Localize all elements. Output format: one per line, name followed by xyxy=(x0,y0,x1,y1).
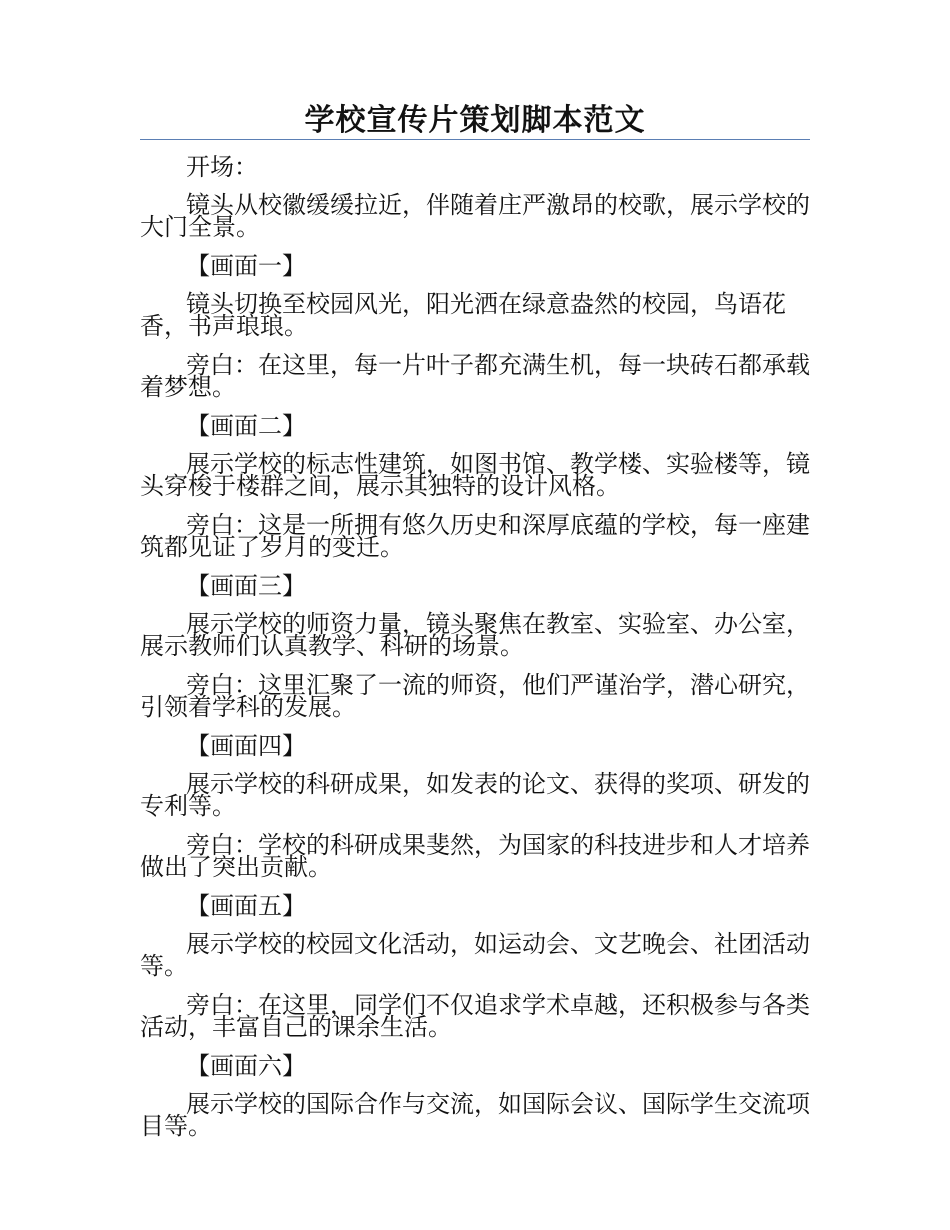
document-title: 学校宣传片策划脚本范文 xyxy=(304,103,646,138)
paragraph: 镜头从校徽缓缓拉近，伴随着庄严激昂的校歌，展示学校的大门全景。 xyxy=(140,191,810,241)
scene-heading: 【画面一】 xyxy=(186,252,306,280)
paragraph: 展示学校的科研成果，如发表的论文、获得的奖项、研发的专利等。 xyxy=(140,770,810,820)
scene-heading: 【画面四】 xyxy=(186,732,306,760)
scene-heading: 【画面三】 xyxy=(186,572,306,600)
paragraph-opening-heading: 开场： xyxy=(186,153,258,181)
document-body xyxy=(140,153,810,1154)
title-underline xyxy=(140,139,810,140)
narration-paragraph: 旁白：这是一所拥有悠久历史和深厚底蕴的学校，每一座建筑都见证了岁月的变迁。 xyxy=(140,511,810,561)
paragraph: 展示学校的师资力量，镜头聚焦在教室、实验室、办公室，展示教师们认真教学、科研的场景。 xyxy=(140,610,810,660)
scene-heading: 【画面六】 xyxy=(186,1052,306,1080)
paragraph: 展示学校的国际合作与交流，如国际会议、国际学生交流项目等。 xyxy=(140,1090,810,1140)
scene-heading: 【画面二】 xyxy=(186,412,306,440)
scene-heading: 【画面五】 xyxy=(186,892,306,920)
paragraph: 展示学校的标志性建筑，如图书馆、教学楼、实验楼等，镜头穿梭于楼群之间，展示其独特的设计风格。 xyxy=(140,450,810,500)
narration-paragraph: 旁白：学校的科研成果斐然，为国家的科技进步和人才培养做出了突出贡献。 xyxy=(140,831,810,881)
narration-paragraph: 旁白：在这里，每一片叶子都充满生机，每一块砖石都承载着梦想。 xyxy=(140,351,810,401)
paragraph: 镜头切换至校园风光，阳光洒在绿意盎然的校园，鸟语花香，书声琅琅。 xyxy=(140,290,786,340)
narration-paragraph: 旁白：在这里，同学们不仅追求学术卓越，还积极参与各类活动，丰富自己的课余生活。 xyxy=(140,991,810,1041)
narration-paragraph: 旁白：这里汇聚了一流的师资，他们严谨治学，潜心研究，引领着学科的发展。 xyxy=(140,671,810,721)
paragraph: 展示学校的校园文化活动，如运动会、文艺晚会、社团活动等。 xyxy=(140,930,810,980)
